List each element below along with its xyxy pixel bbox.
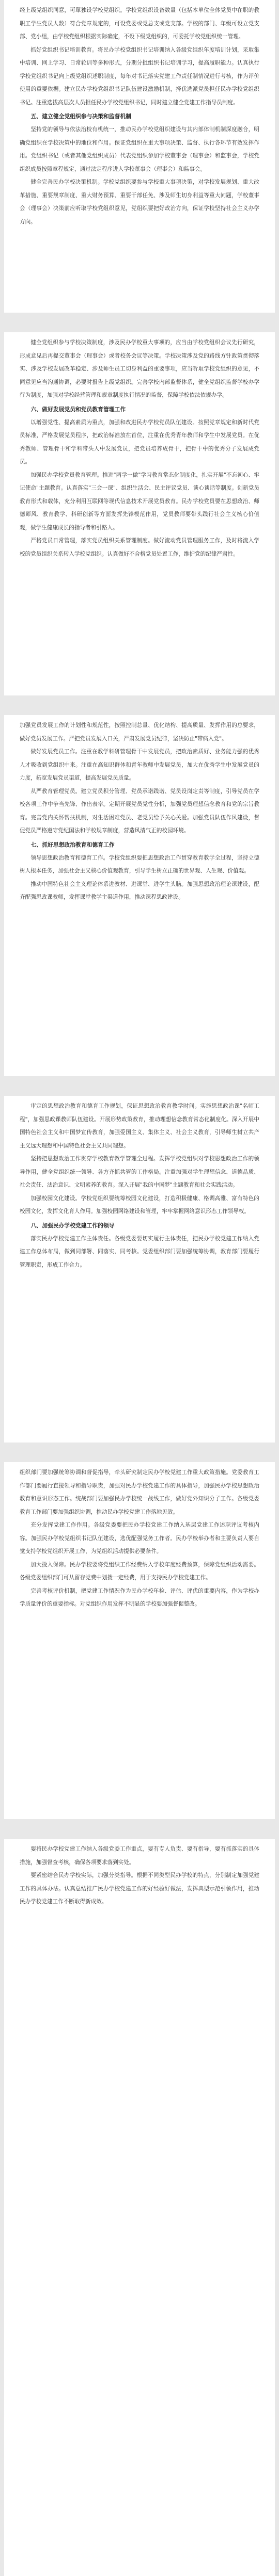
document-page-2: [4, 332, 275, 695]
body-paragraph: 加强民办学校党员教育管理。推进"两学一做"学习教育常态化制度化，扎实开展"不忘初心、牢记使命"主题教育。认真落实"三会一课"、组织生活会、民主评议党员、谈心谈话等制度。创新党员教育形式和载体，充分利用互联网等现代信息技术开展党员教育。民办学校党员要在思想政治、师德师风、教育教学、科研创新等方面发挥先锋模范作用，党员教师要带头践行社会主义核心价值观，做学生健康成长的指导者和引路人。: [20, 472, 259, 531]
body-paragraph: 严格党员日常管理，落实党员组织关系管理制度。做好流动党员管理服务工作，及时将流入学校的党员组织关系转入学校党组织。认真做好不合格党员处置工作，维护党的纪律严肃性。: [20, 538, 259, 557]
body-paragraph: 从严教育管理党员。建立党员积分管理、党员承诺践诺、党员设岗定责等制度，引导党员在学校各项工作中争当先锋、作出表率。定期开展党员党性分析，加强党员理想信念教育和党的宗旨教育。完善党内关怀帮扶机制，对生活困难党员、老党员给予关心关爱。加强党员队伍作风建设，督促党员严格遵守党纪国法和学校规章制度，营造风清气正的校园环境。: [20, 788, 259, 834]
body-paragraph: 加强党员发展工作的计划性和规范性，按照控制总量、优化结构、提高质量、发挥作用的总要求，做好党员发展工作。严把党员发展入口关，严肃发展党员纪律，坚决防止"带病入党"。: [20, 722, 259, 742]
body-paragraph: 坚持把思想政治工作贯穿学校教育教学管理全过程。发挥学校党组织对学校思想政治工作的领导作用，健全党组织统一领导、各方齐抓共管的工作格局。注重加强对学生理想信念、道德品质、社会责任、法治意识、文明素养的教育。深入开展"我的中国梦"主题教育和社会实践活动。: [20, 1156, 259, 1188]
document-page-1: [4, 0, 275, 313]
body-paragraph: 做好发展党员工作。注重在教学科研管理骨干中发展党员，把政治素质好、业务能力强的优秀人才吸收到党组织中来。注重在高知识群体和青年教师中发展党员，加大在优秀学生中发展党员的力度，拓宽发展党员渠道，提高发展党员质量。: [20, 749, 259, 781]
section-heading: 八、加强民办学校党建工作的领导: [30, 1222, 115, 1229]
section-heading: 五、建立健全党组织参与决策和监督机制: [30, 113, 131, 120]
body-paragraph: 领导思想政治教育和德育工作。学校党组织要把思想政治工作贯穿教育教学全过程，坚持立德树人根本任务，加强社会主义核心价值观教育，引导学生树立正确的世界观、人生观、价值观。: [20, 854, 259, 874]
body-paragraph: 抓好党组织书记培训教育。将民办学校党组织书记培训纳入各级党组织年度培训计划，采取集中培训、网上学习、日常轮训等多种形式，分期分批组织书记培训学习，提高履职能力。认真执行学校党组织书记向上级党组织述职制度，每年对书记落实党建工作责任制情况进行考核，作为评价使用的重要依据。建立民办学校党组织书记队伍建设激励机制，择优选派党员担任民办学校党组织书记。注重选拔高层次人员担任民办学校党组织书记，同时建立健全党建工作指导员制度。: [20, 46, 259, 106]
body-paragraph: 组织部门要加强统筹协调和督促指导，牵头研究制定民办学校党建工作重大政策措施。党委教育工作部门要履行直接领导和指导职责，加强对民办学校党建工作的具体指导，加强民办学校思想政治教育和意识形态工作。统战部门要加强民办学校统一战线工作，做好党外知识分子工作。各级党委教育工作部门要加强组织协调，推动民办学校党建工作落地见效。: [20, 1469, 259, 1515]
body-paragraph: 加大投入保障。民办学校要将党组织工作经费纳入学校年度经费预算，保障党组织活动需要。各级党委组织部门可从留存党费中划拨一定经费，用于支持民办学校党建工作。: [20, 1561, 259, 1581]
body-paragraph: 推动中国特色社会主义理论体系进教材、进课堂、进学生头脑。加强思想政治理论课建设，配齐配强思政课教师，发挥课堂教学主渠道作用，推动课程思政建设。: [20, 881, 259, 900]
body-paragraph: 经上级党组织同意，可單独设学校党组织。学校党组织设备数量（包括本单位全体党员中在职的教职工学生党员人数）符合党章规定的，可设党委或党总支或党支部。学校的部门、年级可设立党支部、党小组，由学校党组织根据实际确定，不设下级党组织的，可委托学校党组织统一管理。: [20, 7, 259, 40]
body-paragraph: 充分发挥党建工作作用。各级党委要把民办学校党建工作纳入基层党建工作述职评议考核内容。加强民办学校党组织书记队伍建设，选优配强党务工作者。民办学校举办者和主要负责人要自觉支持学校党组织开展工作，为党组织活动提供必要条件。: [20, 1522, 259, 1554]
body-paragraph: 要将民办学校党建工作纳入各级党委工作重点，要有专人负责、要有指导，要有抓落实的具体措施，加强督查考核，确保各项要求落到实处。: [20, 1846, 259, 1866]
section-heading: 六、做好发展党员和党员教育管理工作: [30, 406, 126, 413]
body-paragraph: 审定的思想政治教育和德育工作规划，保证思想政治教育教学时间。实施思想政治课"名师工程"，加强思政课教师队伍建设。开展形势政策教育，推动理想信念教育常态化制度化。深入开展中国特色社会主义和中国梦宣传教育，加强爱国主义、集体主义、社会主义教育，引导师生树立共产主义远大理想和中国特色社会主义共同理想。: [20, 1103, 259, 1149]
document-page-4: [4, 1096, 275, 1443]
body-paragraph: 健全完善民办学校决策机制。学校党组织要参与学校重大事项决策，对学校发展规划、重大改革措施、重要规章制度、重大财务预算、重要干部任免、涉及师生切身利益等重大问题，学校董事会（理事会）决策前应听取学校党组织意见，党组织要把好政治方向，保证学校坚持社会主义办学方向。: [20, 179, 259, 225]
body-paragraph: 健全党组织参与学校决策制度，涉及民办学校重大事项的，应当由学校党组织会议先行研究，形成意见后再提交董事会（理事会）或者校务会议等决策。学校决策涉及党的路线方针政策贯彻落实、涉及学校发展改革稳定、涉及师生员工切身利益的重要事项，应当听取学校党组织的意见，不同意见应当沟通协调，必要时报告上级党组织。完善学校内部监督体系，健全党组织监督学校办学行为制度，加强对学校经营管理和规章制度执行情况的监督，保障学校依法依规办学。: [20, 339, 259, 398]
section-heading: 七、抓好思想政治教育和德育工作: [30, 841, 115, 848]
document-page-6: [4, 1839, 275, 2576]
document-page-5: [4, 1462, 275, 1819]
body-paragraph: 以增强党性、提高素质为重点，加强和改进民办学校党员队伍建设。按照党章规定和新时代党员标准，严格发展党员程序，把政治标准放在首位，注重在优秀青年教师和学生中发展党员。在优秀教师、管理骨干和学科带头人中发展党员，把党员培养成骨干，把骨干中的优秀分子发展成党员。: [20, 419, 259, 465]
body-paragraph: 完善考核评价机制，把党建工作情况作为民办学校年检、评估、评优的重要内容，作为学校办学质量评价的重要指标。对党组织作用发挥不明显的学校要加强督促整改。: [20, 1587, 259, 1607]
body-paragraph: 落实民办学校党建工作主体责任。各级党委要切实履行主体责任，把民办学校党建工作纳入党建工作总体布局，做到同部署、同落实、同考核。党委组织部门要加强统筹协调，教育部门要履行管理职责，形成工作合力。: [20, 1235, 259, 1268]
body-paragraph: 要紧密结合民办学校实际，加强分类指导。根据不同类型民办学校的特点，分别制定加强党建工作的具体办法。认真总结推广民办学校党建工作的好经验好做法，发挥典型示范引领作用，推动民办学校党建工作不断取得新成效。: [20, 1872, 259, 1905]
document-page-3: [4, 715, 275, 1076]
body-paragraph: 加强校园文化建设。学校党组织要统筹校园文化建设，打造积极健康、格调高雅、富有特色的校园文化，发挥文化育人作用。加强校园网络建设和管理，牢牢掌握网络意识形态工作领导权。: [20, 1195, 259, 1214]
body-paragraph: 坚持党的领导与依法治校有机统一，推动民办学校党组织建设与其内部体制机制深度融合，明确党组织在学校决策中的地位和作用。保证党组织在重大事项决策、监督、执行各环节有效发挥作用。党组织书记（或者其他党组织成员）代表党组织参加学校董事会（理事会）和监事会，学校党组织成员按照章程规定，通过法定程序进入学校董事会（理事会）和监事会。: [20, 126, 259, 172]
